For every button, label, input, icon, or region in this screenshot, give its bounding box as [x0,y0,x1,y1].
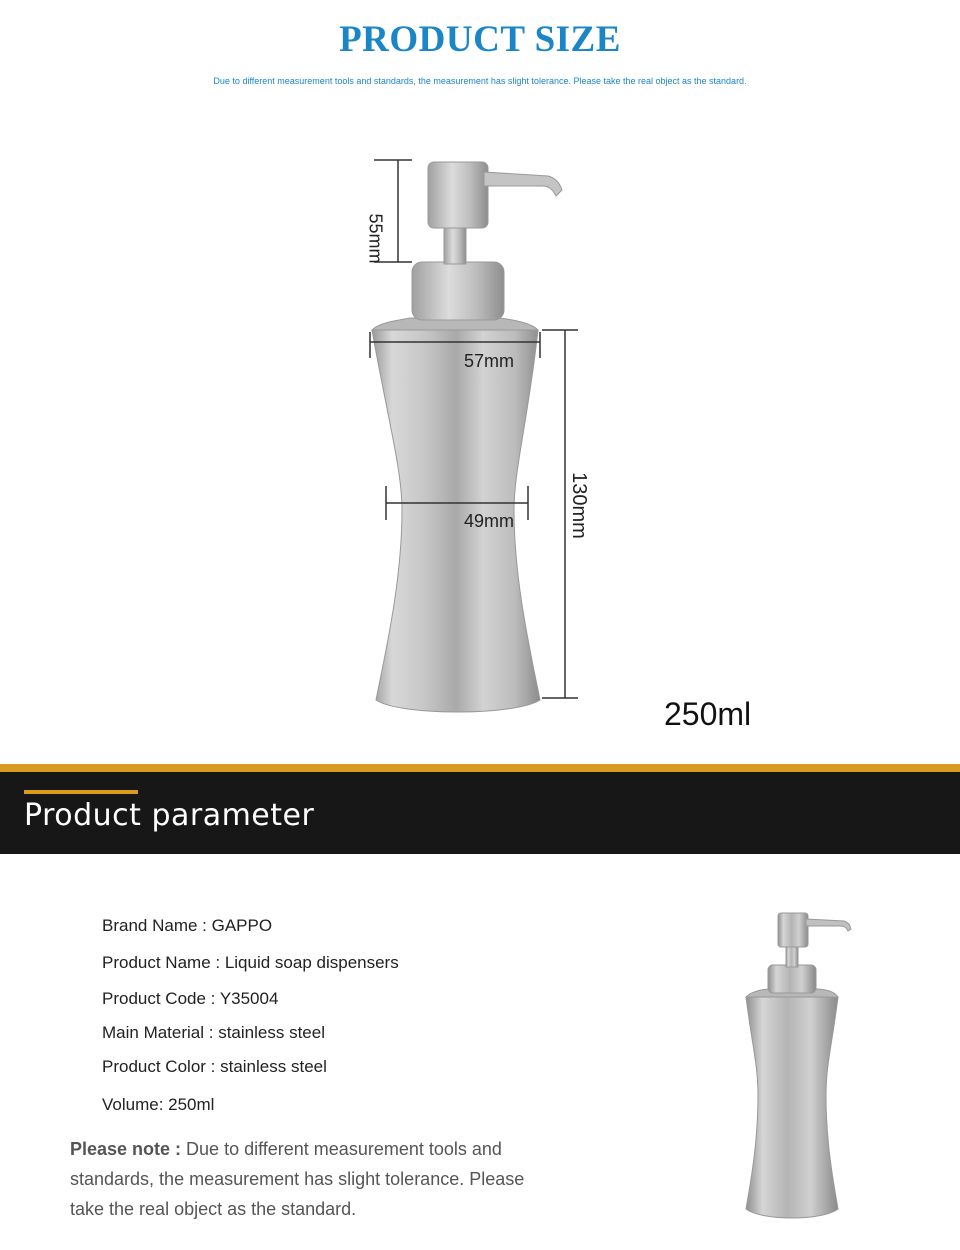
waist-width-label: 49mm [464,511,515,531]
page-subtitle: Due to different measurement tools and standards, the measurement has slight tolerance. Please take the real object as the standard. [213,76,747,86]
page-title: PRODUCT SIZE [339,19,621,60]
section-header-top-stripe [0,764,960,772]
top-width-label: 57mm [464,351,515,371]
pump-height-label: 55mm [365,213,386,264]
section-header-accent [24,790,138,794]
tolerance-note [70,1134,560,1224]
volume-label: 250ml [664,696,752,732]
param-code: Product Code : Y35004 [102,989,279,1008]
param-name: Product Name : Liquid soap dispensers [102,953,399,972]
param-brand: Brand Name : GAPPO [102,916,273,935]
param-volume: Volume: 250ml [102,1095,215,1114]
product-image [730,905,870,1225]
note-label: Please note : [70,1139,182,1159]
param-color: Product Color : stainless steel [102,1057,327,1076]
body-height-label: 130mm [567,472,590,539]
note-text: Due to different measurement tools and standards, the measurement has slight tolerance. Please take the real object as the standard. [70,1139,525,1219]
section-title: Product parameter [24,798,315,833]
param-material: Main Material : stainless steel [102,1023,325,1042]
